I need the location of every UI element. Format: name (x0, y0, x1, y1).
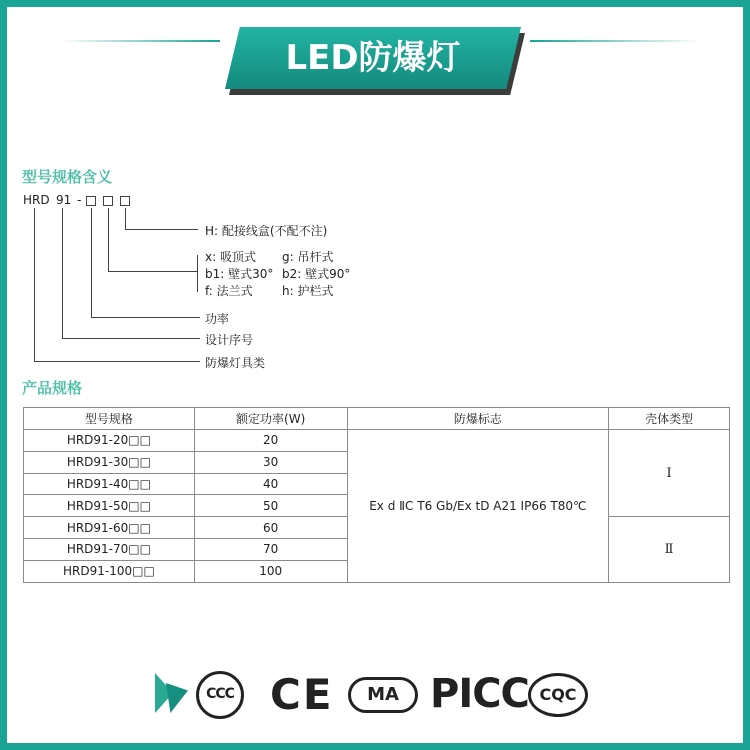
code-prefix: HRD (23, 193, 50, 207)
cell-model: HRD91-30□□ (24, 451, 195, 473)
table-row (24, 430, 730, 452)
cell-power: 30 (194, 451, 347, 473)
page-title: LED防爆灯 (285, 38, 461, 78)
cell-power: 100 (194, 560, 347, 582)
cell-power: 50 (194, 495, 347, 517)
cell-power: 60 (194, 517, 347, 539)
code-series: 91 (56, 193, 72, 207)
meaning-wall-90: b2: 壁式90° (282, 267, 351, 281)
code-box-2 (103, 196, 113, 206)
ce-logo: CE (270, 670, 334, 719)
cell-shell-type-1: Ⅰ (609, 430, 730, 517)
cell-ex-mark: Ex d ⅡC T6 Gb/Ex tD A21 IP66 T80℃ (347, 430, 609, 583)
cell-model: HRD91-60□□ (24, 517, 195, 539)
table-header-row (24, 408, 730, 430)
title-banner (225, 27, 525, 93)
meaning-guard: h: 护栏式 (282, 284, 334, 298)
code-box-3 (120, 196, 130, 206)
meaning-category: 防爆灯具类 (205, 356, 266, 370)
meaning-pendant: g: 吊杆式 (282, 250, 334, 264)
cell-shell-type-2: Ⅱ (609, 517, 730, 582)
cell-power: 20 (194, 430, 347, 452)
cma-logo: MA (348, 677, 418, 713)
cell-model: HRD91-50□□ (24, 495, 195, 517)
cell-power: 70 (194, 538, 347, 560)
meaning-wall-30: b1: 壁式30° (205, 267, 274, 281)
meaning-power: 功率 (205, 312, 230, 326)
spec-table (23, 407, 730, 583)
meaning-design-number: 设计序号 (205, 333, 254, 347)
header-power: 额定功率(W) (194, 408, 347, 430)
header-ex-mark: 防爆标志 (347, 408, 609, 430)
header-shell-type: 壳体类型 (609, 408, 730, 430)
banner-line-right (530, 40, 700, 42)
ccc-logo: CCC (196, 671, 244, 719)
cell-model: HRD91-70□□ (24, 538, 195, 560)
banner-line-left (60, 40, 220, 42)
cell-model: HRD91-20□□ (24, 430, 195, 452)
picc-logo: PICC (430, 671, 529, 717)
meaning-ceiling: x: 吸顶式 (205, 250, 256, 264)
header-model: 型号规格 (24, 408, 195, 430)
product-spec-heading: 产品规格 (22, 379, 83, 397)
model-meaning-heading: 型号规格含义 (22, 168, 113, 186)
cqc-logo: CQC (528, 673, 588, 717)
meaning-flange: f: 法兰式 (205, 284, 253, 298)
code-box-1 (86, 196, 96, 206)
cell-power: 40 (194, 473, 347, 495)
meaning-junction-box: H: 配接线盒(不配不注) (205, 224, 328, 238)
certification-logos (0, 667, 750, 727)
code-dash: - (77, 193, 82, 207)
cell-model: HRD91-40□□ (24, 473, 195, 495)
cell-model: HRD91-100□□ (24, 560, 195, 582)
